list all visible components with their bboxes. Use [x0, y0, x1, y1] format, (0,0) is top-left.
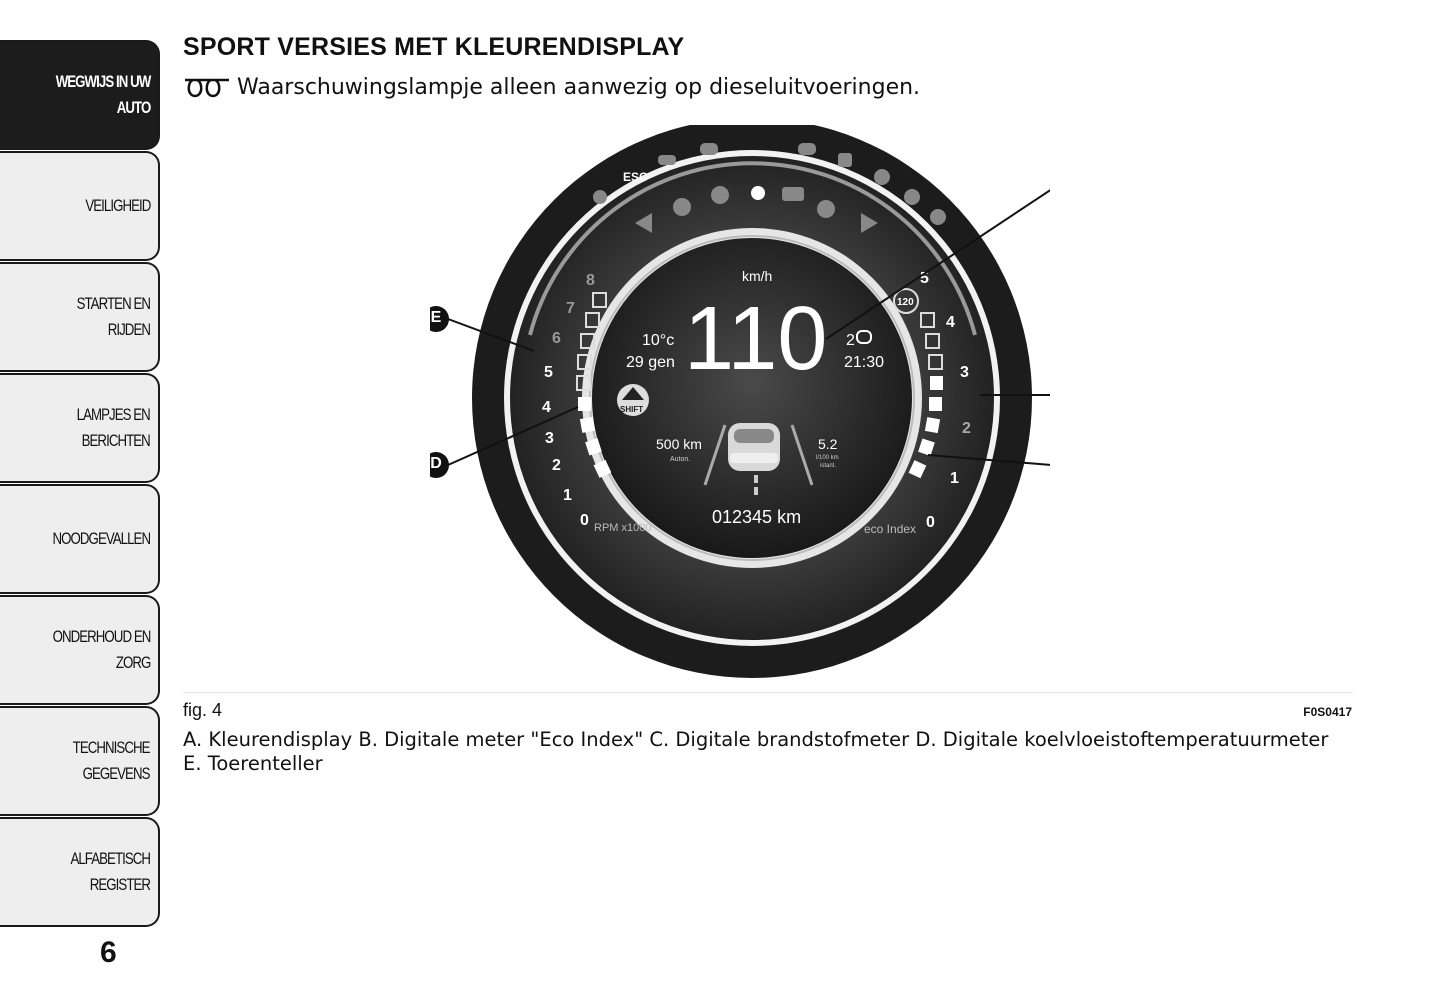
glow-plug-icon — [183, 74, 231, 100]
eco-tick: 1 — [950, 470, 959, 487]
clock: 21:30 — [844, 354, 885, 371]
tab-label: STARTEN EN RIJDEN — [76, 294, 150, 339]
tab-onderhoud[interactable] — [0, 595, 160, 705]
eco-index-label: eco Index — [864, 522, 917, 536]
rpm-tick: 0 — [580, 512, 589, 529]
figure-label: fig. 4 — [183, 700, 223, 720]
tab-veiligheid[interactable] — [0, 151, 160, 261]
eco-tick: 4 — [946, 314, 955, 331]
tab-label: ALFABETISCH REGISTER — [70, 849, 150, 894]
page-number: 6 — [100, 936, 117, 969]
tab-label: ONDERHOUD EN ZORG — [52, 627, 150, 672]
tab-noodgevallen[interactable] — [0, 484, 160, 594]
headlight-level: 2 — [846, 332, 855, 349]
seatbelt-icon — [711, 186, 729, 204]
steering-icon — [817, 200, 835, 218]
diesel-note — [183, 74, 920, 100]
tab-label: TECHNISCHE GEGEVENS — [73, 738, 150, 783]
low-beam-icon — [700, 143, 718, 155]
rpm-tick: 1 — [563, 487, 572, 504]
consumption-label: istant. — [820, 463, 837, 469]
tab-starten[interactable] — [0, 262, 160, 372]
rpm-tick: 4 — [542, 399, 551, 416]
callout-c: C — [1083, 459, 1095, 476]
autonomy-label: Auton. — [670, 456, 691, 463]
eco-tick: 0 — [926, 514, 935, 531]
tab-alfabetisch[interactable] — [0, 817, 160, 927]
section-heading: SPORT VERSIES MET KLEURENDISPLAY — [183, 33, 685, 61]
tab-label: VEILIGHEID — [84, 196, 150, 215]
traction-icon — [593, 190, 607, 204]
outside-temperature: 10°c — [642, 332, 675, 349]
figure-caption: A. Kleurendisplay B. Digitale meter "Eco Index" C. Digitale brandstofmeter D. Digitale koelvloeistoftemperatuurmeter E. Toerenteller — [183, 728, 1329, 775]
callout-d: D — [430, 455, 442, 472]
rpm-tick: 8 — [586, 272, 595, 289]
figure-rule — [183, 692, 1353, 693]
autonomy-value: 500 km — [656, 436, 702, 452]
esc-warning-light: ESC — [623, 170, 648, 184]
odometer: 012345 km — [712, 507, 802, 527]
callout-b: B — [1083, 385, 1095, 402]
sidelight-icon — [658, 155, 676, 165]
callout-a: A — [1089, 163, 1101, 180]
tab-label: LAMPJES EN BERICHTEN — [76, 405, 150, 450]
brake-icon — [874, 169, 890, 185]
rpm-tick: 2 — [552, 457, 561, 474]
consumption-unit: l/100 km — [816, 455, 839, 461]
instrument-cluster — [430, 125, 1050, 685]
speed-limit-value: 120 — [897, 297, 914, 308]
eco-tick: 3 — [960, 364, 969, 381]
consumption-value: 5.2 — [818, 436, 838, 452]
callout-e: E — [430, 309, 442, 326]
car-icon — [728, 423, 780, 471]
eco-tick: 2 — [962, 420, 971, 437]
tab-lampjes[interactable] — [0, 373, 160, 483]
speed-value: 110 — [684, 289, 828, 389]
rpm-label: RPM x1000 — [594, 522, 652, 534]
fog-light-icon — [798, 143, 816, 155]
rpm-tick: 7 — [566, 300, 575, 317]
abs-icon — [930, 209, 946, 225]
note-text: Waarschuwingslampje alleen aanwezig op dieseluitvoeringen. — [237, 74, 921, 100]
shift-label: SHIFT — [620, 405, 644, 414]
instrument-cluster-figure — [430, 125, 1050, 685]
speed-unit: km/h — [742, 268, 773, 284]
rpm-tick: 5 — [544, 364, 553, 381]
rpm-tick: 6 — [552, 330, 561, 347]
rpm-tick: 3 — [545, 430, 554, 447]
engine-icon — [782, 187, 804, 201]
indicator-dot — [751, 186, 765, 200]
warning-icon — [904, 189, 920, 205]
airbag-icon — [673, 198, 691, 216]
eco-tick: 5 — [920, 270, 929, 287]
tab-wegwijs[interactable] — [0, 40, 160, 150]
tab-label: WEGWIJS IN UW AUTO — [55, 72, 150, 117]
tab-label: NOODGEVALLEN — [52, 529, 150, 548]
tab-technische[interactable] — [0, 706, 160, 816]
date: 29 gen — [626, 354, 675, 371]
rear-fog-icon — [838, 153, 852, 167]
figure-code: F0S0417 — [1303, 705, 1352, 719]
